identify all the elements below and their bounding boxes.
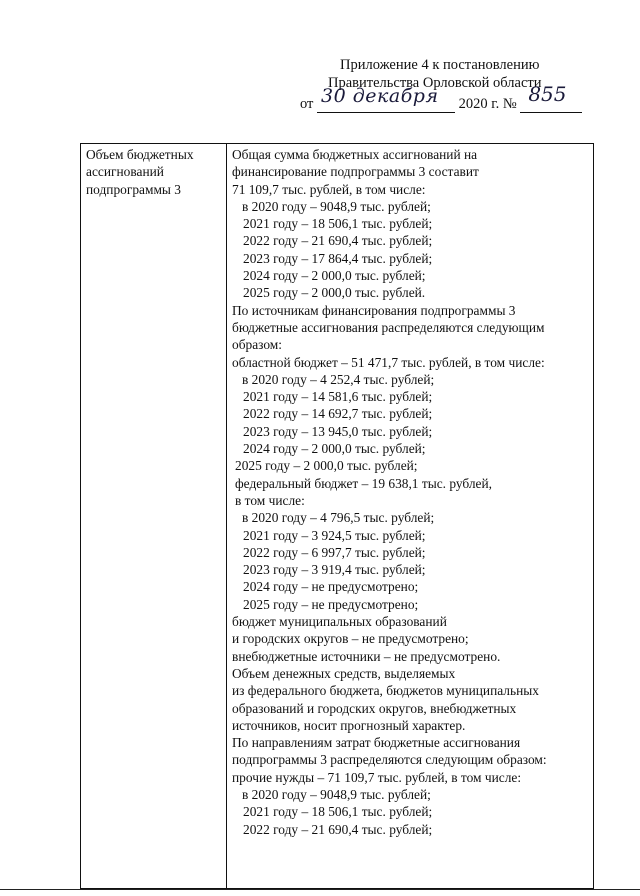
number-blank bbox=[520, 82, 582, 113]
row-label-cell bbox=[81, 144, 227, 889]
content-line: 2023 году – 3 919,4 тыс. рублей; bbox=[243, 562, 426, 578]
content-line: 2025 году – не предусмотрено; bbox=[243, 596, 419, 612]
content-line: бюджетные ассигнования распределяются следующим bbox=[232, 319, 545, 335]
content-line: в 2020 году – 4 796,5 тыс. рублей; bbox=[242, 510, 435, 526]
content-line: в 2020 году – 4 252,4 тыс. рублей; bbox=[242, 371, 435, 387]
content-line: 2024 году – не предусмотрено; bbox=[243, 579, 419, 595]
content-line: финансирование подпрограммы 3 составит bbox=[232, 164, 479, 180]
content-line: 2022 году – 21 690,4 тыс. рублей; bbox=[243, 233, 433, 249]
content-line: внебюджетные источники – не предусмотрено. bbox=[232, 648, 501, 664]
handwritten-date: 30 декабря bbox=[321, 85, 439, 107]
content-line: 2023 году – 17 864,4 тыс. рублей; bbox=[243, 250, 433, 266]
appendix-authority: Правительства Орловской области bbox=[328, 75, 542, 91]
content-line: бюджет муниципальных образований bbox=[232, 614, 447, 630]
content-line: в том числе: bbox=[235, 492, 305, 508]
handwritten-number: 855 bbox=[528, 82, 567, 106]
content-line: образований и городских округов, внебюджетных bbox=[232, 700, 517, 716]
content-lines bbox=[232, 146, 589, 838]
content-line: источников, носит прогнозный характер. bbox=[232, 717, 466, 733]
content-line: образом: bbox=[232, 337, 282, 353]
content-line: Общая сумма бюджетных ассигнований на bbox=[232, 147, 478, 162]
content-line: 2025 году – 2 000,0 тыс. рублей. bbox=[243, 285, 426, 301]
date-blank bbox=[317, 85, 455, 113]
table-row bbox=[81, 144, 594, 889]
content-line: 2021 году – 18 506,1 тыс. рублей; bbox=[243, 804, 433, 820]
row-content-cell bbox=[227, 144, 594, 889]
content-line: Объем денежных средств, выделяемых bbox=[232, 665, 456, 681]
appendix-title: Приложение 4 к постановлению bbox=[340, 57, 540, 73]
content-line: 2024 году – 2 000,0 тыс. рублей; bbox=[243, 268, 426, 284]
page-bottom-rule bbox=[0, 889, 640, 890]
content-line: прочие нужды – 71 109,7 тыс. рублей, в том числе: bbox=[232, 769, 522, 785]
content-line: 2025 году – 2 000,0 тыс. рублей; bbox=[235, 458, 418, 474]
content-line: По источникам финансирования подпрограммы 3 bbox=[232, 302, 516, 318]
content-line: 2023 году – 13 945,0 тыс. рублей; bbox=[243, 423, 433, 439]
from-label: от bbox=[300, 96, 314, 112]
content-line: 2021 году – 14 581,6 тыс. рублей; bbox=[243, 389, 433, 405]
content-line: 71 109,7 тыс. рублей, в том числе: bbox=[232, 181, 426, 197]
content-line: 2022 году – 14 692,7 тыс. рублей; bbox=[243, 406, 433, 422]
content-line: и городских округов – не предусмотрено; bbox=[232, 631, 469, 647]
year-number-label: 2020 г. № bbox=[458, 96, 517, 112]
content-line: в 2020 году – 9048,9 тыс. рублей; bbox=[242, 198, 431, 214]
content-line: 2022 году – 6 997,7 тыс. рублей; bbox=[243, 544, 426, 560]
content-line: федеральный бюджет – 19 638,1 тыс. рублей, bbox=[235, 475, 492, 491]
content-line: По направлениям затрат бюджетные ассигнования bbox=[232, 735, 521, 751]
passport-table bbox=[80, 143, 594, 889]
content-line: областной бюджет – 51 471,7 тыс. рублей, в том числе: bbox=[232, 354, 545, 370]
content-line: подпрограммы 3 распределяются следующим образом: bbox=[232, 752, 547, 768]
content-line: в 2020 году – 9048,9 тыс. рублей; bbox=[242, 786, 431, 802]
content-line: 2022 году – 21 690,4 тыс. рублей; bbox=[243, 821, 433, 837]
content-line: 2024 году – 2 000,0 тыс. рублей; bbox=[243, 441, 426, 457]
row-label: Объем бюджетных ассигнований подпрограммы 3 bbox=[86, 147, 194, 197]
content-line: 2021 году – 18 506,1 тыс. рублей; bbox=[243, 216, 433, 232]
content-line: 2021 году – 3 924,5 тыс. рублей; bbox=[243, 527, 426, 543]
content-line: из федерального бюджета, бюджетов муниципальных bbox=[232, 683, 539, 699]
